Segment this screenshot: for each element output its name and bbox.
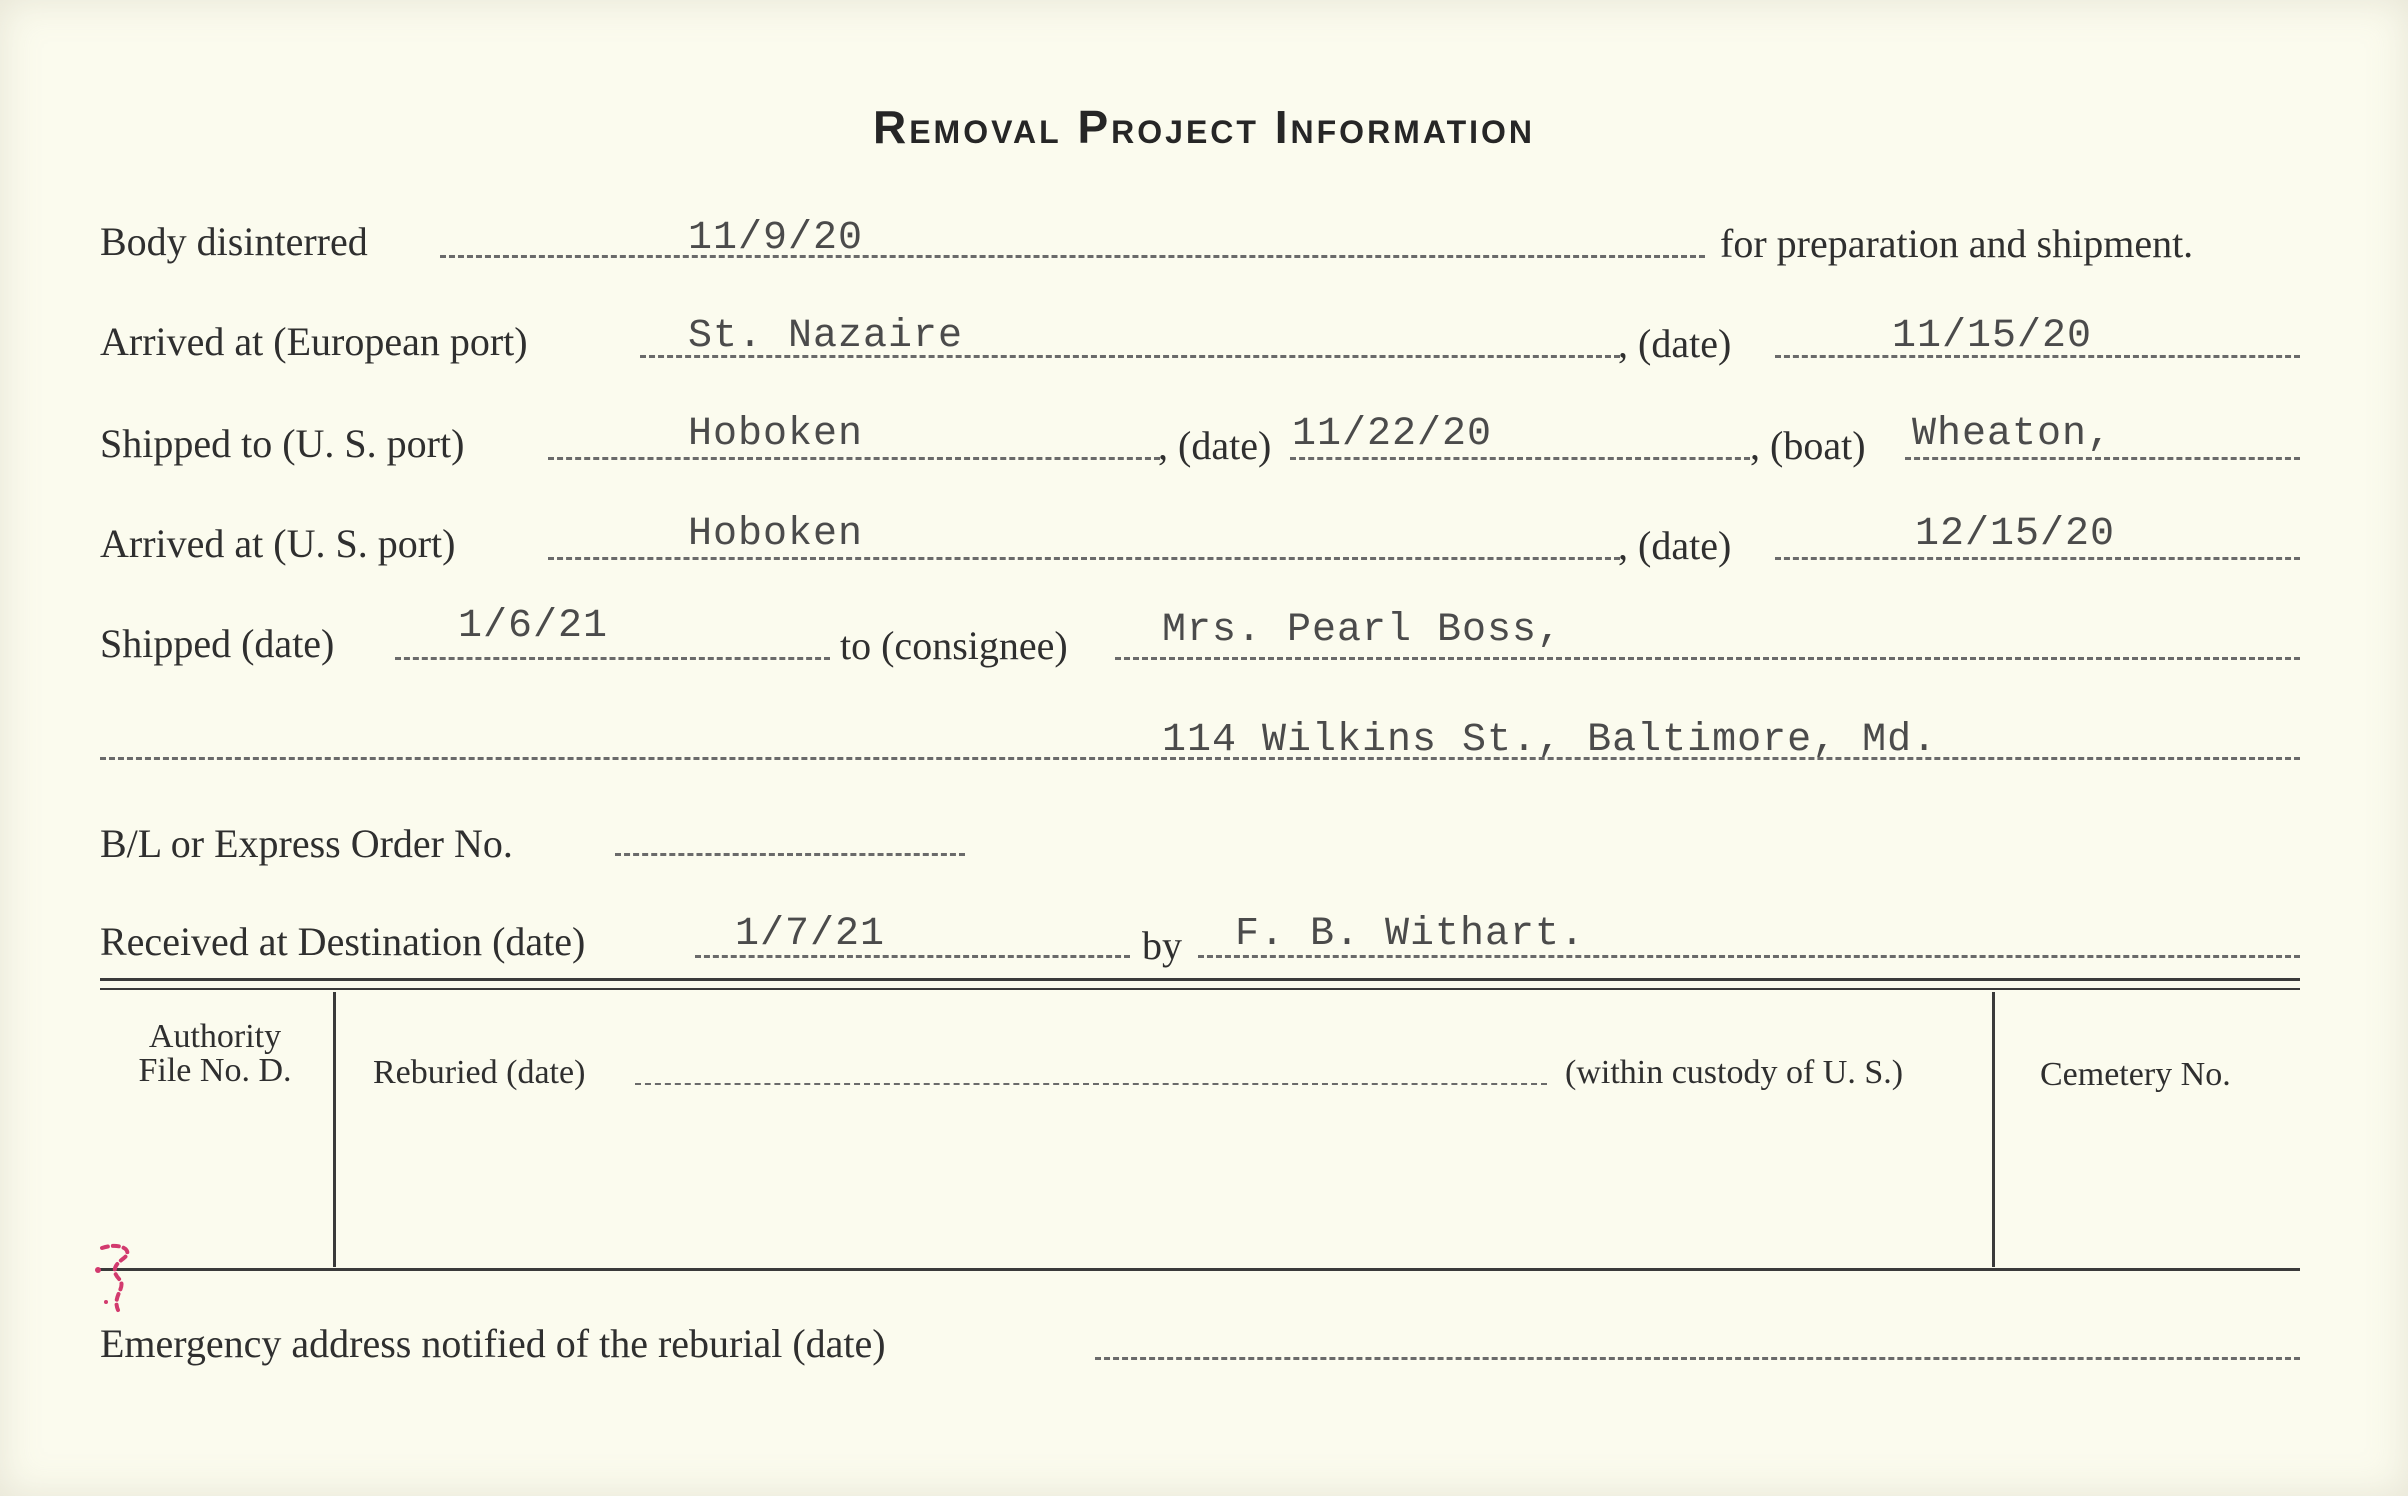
reburied-label: Reburied (date) [373,1054,586,1091]
shipped-us-value: Hoboken [688,412,864,457]
arrived-us-line [548,557,1620,560]
custody-label: (within custody of U. S.) [1565,1054,1904,1091]
shipped-date-line [395,657,830,660]
authority-line-2: File No. D. [138,1052,292,1089]
received-value: 1/7/21 [735,912,886,957]
order-no-line [615,853,965,856]
cemetery-no-label: Cemetery No. [2040,1056,2231,1093]
consignee-line [1115,657,2300,660]
box-divider-left [333,992,336,1267]
double-rule-bottom [100,988,2300,990]
order-no-label: B/L or Express Order No. [100,821,513,866]
european-port-value: St. Nazaire [688,314,964,359]
disinterred-suffix: for preparation and shipment. [1720,221,2194,266]
form-title: Removal Project Information [872,101,1536,153]
shipped-date-label: Shipped (date) [100,621,335,666]
european-port-date-label: , (date) [1618,321,1732,366]
arrived-us-date-line [1775,557,2300,560]
arrived-us-label: Arrived at (U. S. port) [100,521,456,566]
received-by-label: by [1142,923,1182,968]
received-by-value: F. B. Withart. [1235,912,1586,957]
emergency-label: Emergency address notified of the reburial (date) [100,1321,886,1366]
received-label: Received at Destination (date) [100,919,586,964]
shipped-us-date-line [1290,457,1750,460]
european-port-label: Arrived at (European port) [100,319,528,364]
box-bottom-rule [100,1268,2300,1271]
reburied-line [635,1083,1547,1085]
disinterred-value: 11/9/20 [688,216,864,261]
authority-line-1: Authority [148,1018,282,1055]
shipped-us-boat-value: Wheaton, [1912,412,2113,457]
consignee-value: Mrs. Pearl Boss, [1162,608,1563,653]
shipped-date-value: 1/6/21 [458,604,609,649]
arrived-us-date-label: , (date) [1618,523,1732,568]
shipped-us-line [548,457,1160,460]
shipped-us-date-label: , (date) [1158,423,1272,468]
arrived-us-date-value: 12/15/20 [1915,512,2116,557]
shipped-us-date-value: 11/22/20 [1292,412,1493,457]
double-rule-top [100,978,2300,981]
consignee-label: to (consignee) [840,623,1068,668]
disinterred-line [440,255,1705,258]
box-divider-right [1992,992,1995,1267]
arrived-us-value: Hoboken [688,512,864,557]
emergency-line [1095,1357,2300,1360]
european-port-date-value: 11/15/20 [1892,314,2093,359]
disinterred-label: Body disinterred [100,219,368,264]
shipped-us-label: Shipped to (U. S. port) [100,421,465,466]
stamp-mark [90,1240,150,1320]
shipped-us-boat-line [1905,457,2300,460]
authority-file-label [100,1020,330,1088]
address-value: 114 Wilkins St., Baltimore, Md. [1162,718,1938,763]
shipped-us-boat-label: , (boat) [1750,423,1866,468]
